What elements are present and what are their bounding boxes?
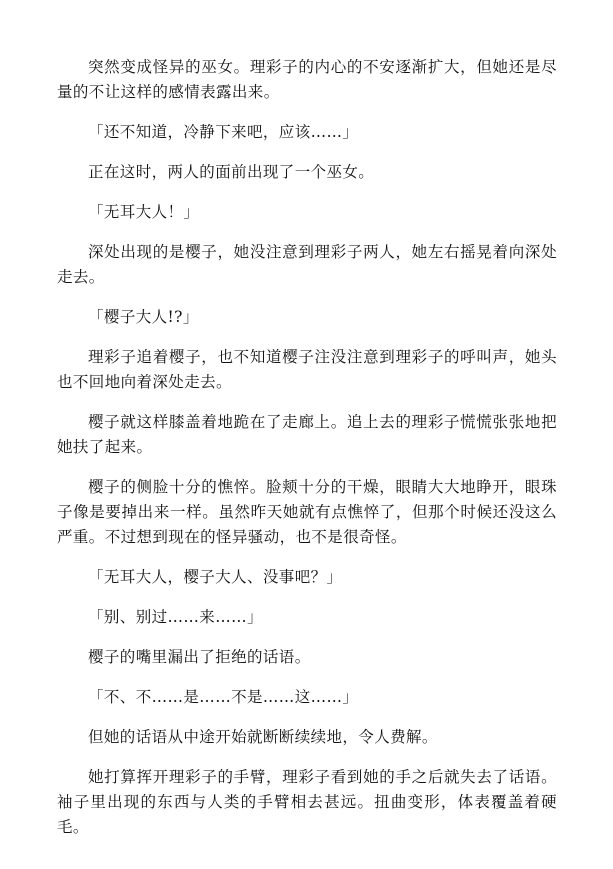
paragraph: 深处出现的是樱子，她没注意到理彩子两人，她左右摇晃着向深处走去。: [57, 243, 557, 286]
paragraph: 正在这时，两人的面前出现了一个巫女。: [88, 163, 375, 181]
paragraph: 理彩子追着樱子，也不知道樱子注没注意到理彩子的呼叫声，她头也不回地向着深处走去。: [57, 348, 557, 391]
paragraph: 樱子的侧脸十分的憔悴。脸颊十分的干燥，眼睛大大地睁开，眼珠子像是要掉出来一样。虽然昨天她就有点憔悴了，但那个时候还没这么严重。不过想到现在的怪异骚动，也不是很奇怪。: [57, 478, 557, 546]
dialogue-paragraph: 「无耳大人！」: [88, 203, 200, 221]
dialogue-paragraph: 「不、不……是……不是……这……」: [88, 688, 359, 706]
dialogue-paragraph: 「樱子大人!?」: [88, 308, 199, 326]
dialogue-paragraph: 「还不知道，冷静下来吧，应该……」: [88, 123, 359, 141]
dialogue-paragraph: 「无耳大人，樱子大人、没事吧？」: [88, 568, 343, 586]
paragraph: 樱子的嘴里漏出了拒绝的话语。: [88, 648, 311, 666]
paragraph: 樱子就这样膝盖着地跪在了走廊上。追上去的理彩子慌慌张张地把她扶了起来。: [57, 413, 557, 456]
paragraph: 她打算挥开理彩子的手臂，理彩子看到她的手之后就失去了话语。袖子里出现的东西与人类的手臂相去甚远。扭曲变形，体表覆盖着硬毛。: [57, 768, 557, 836]
dialogue-paragraph: 「别、别过……来……」: [88, 608, 263, 626]
paragraph: 但她的话语从中途开始就断断续续地，令人费解。: [88, 728, 438, 746]
paragraph: 突然变成怪异的巫女。理彩子的内心的不安逐渐扩大，但她还是尽量的不让这样的感情表露出来。: [57, 58, 557, 101]
document-page: [57, 55, 557, 855]
